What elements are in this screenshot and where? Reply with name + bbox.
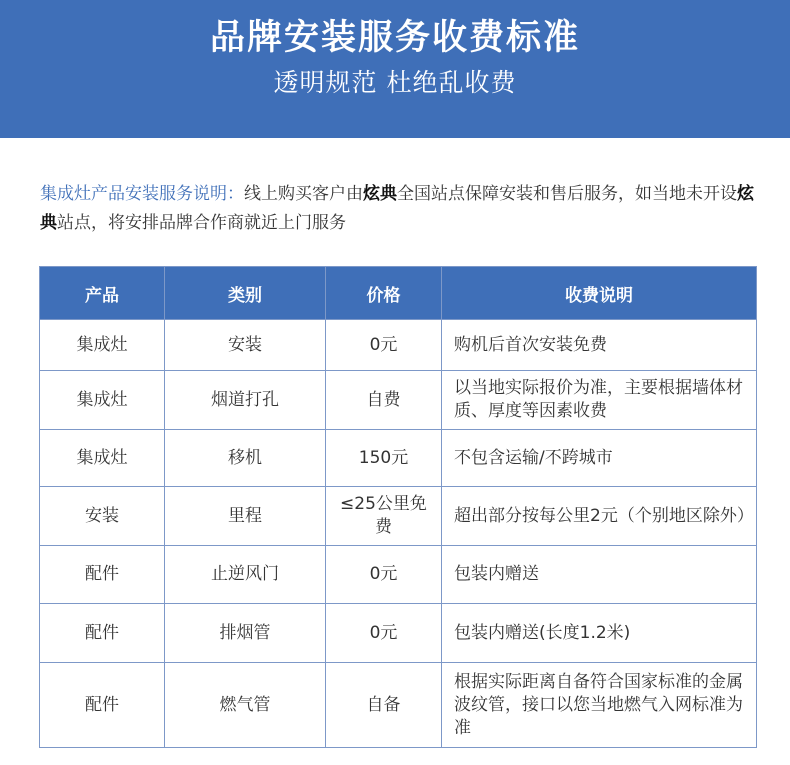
intro-lead: 集成灶产品安装服务说明：: [40, 184, 244, 204]
page-subtitle: 透明规范 杜绝乱收费: [273, 68, 517, 97]
table-row: [40, 487, 757, 546]
cell-note: 包装内赠送(长度1.2米): [442, 604, 757, 663]
cell-category: 移机: [165, 430, 326, 487]
cell-price: 0元: [326, 320, 442, 371]
table-row: [40, 663, 757, 748]
table-header-row: [40, 267, 757, 320]
cell-price: 150元: [326, 430, 442, 487]
table-row: [40, 430, 757, 487]
cell-price: ≤25公里免费: [326, 487, 442, 546]
brand-name: 炫典: [363, 184, 397, 204]
header-note: 收费说明: [442, 267, 757, 320]
cell-price: 0元: [326, 604, 442, 663]
cell-product: 配件: [40, 663, 165, 748]
intro-part3: 站点，将安排品牌合作商就近上门服务: [57, 213, 346, 233]
header-price: 价格: [326, 267, 442, 320]
brand-name-2: 炫典: [40, 184, 754, 233]
cell-product: 集成灶: [40, 430, 165, 487]
cell-category: 烟道打孔: [165, 371, 326, 430]
cell-category: 里程: [165, 487, 326, 546]
cell-price: 自备: [326, 663, 442, 748]
page-title: 品牌安装服务收费标准: [209, 18, 580, 58]
intro-part2: 全国站点保障安装和售后服务，如当地未开设: [397, 184, 737, 204]
cell-price: 自费: [326, 371, 442, 430]
cell-category: 排烟管: [165, 604, 326, 663]
cell-product: 配件: [40, 546, 165, 604]
table-row: [40, 371, 757, 430]
cell-note: 不包含运输/不跨城市: [442, 430, 757, 487]
cell-note: 以当地实际报价为准，主要根据墙体材质、厚度等因素收费: [442, 371, 757, 430]
cell-product: 集成灶: [40, 371, 165, 430]
table-row: [40, 546, 757, 604]
intro-text: [40, 180, 770, 238]
table-row: [40, 604, 757, 663]
cell-note: 购机后首次安装免费: [442, 320, 757, 371]
cell-product: 集成灶: [40, 320, 165, 371]
cell-category: 燃气管: [165, 663, 326, 748]
cell-category: 安装: [165, 320, 326, 371]
cell-category: 止逆风门: [165, 546, 326, 604]
cell-product: 配件: [40, 604, 165, 663]
cell-note: 包装内赠送: [442, 546, 757, 604]
fee-table: [39, 266, 757, 748]
cell-note: 超出部分按每公里2元（个别地区除外）: [442, 487, 757, 546]
header-banner: [0, 0, 790, 138]
cell-note: 根据实际距离自备符合国家标准的金属波纹管，接口以您当地燃气入网标准为准: [442, 663, 757, 748]
cell-product: 安装: [40, 487, 165, 546]
intro-part1: 线上购买客户由: [244, 184, 363, 204]
table-row: [40, 320, 757, 371]
cell-price: 0元: [326, 546, 442, 604]
header-product: 产品: [40, 267, 165, 320]
header-category: 类别: [165, 267, 326, 320]
